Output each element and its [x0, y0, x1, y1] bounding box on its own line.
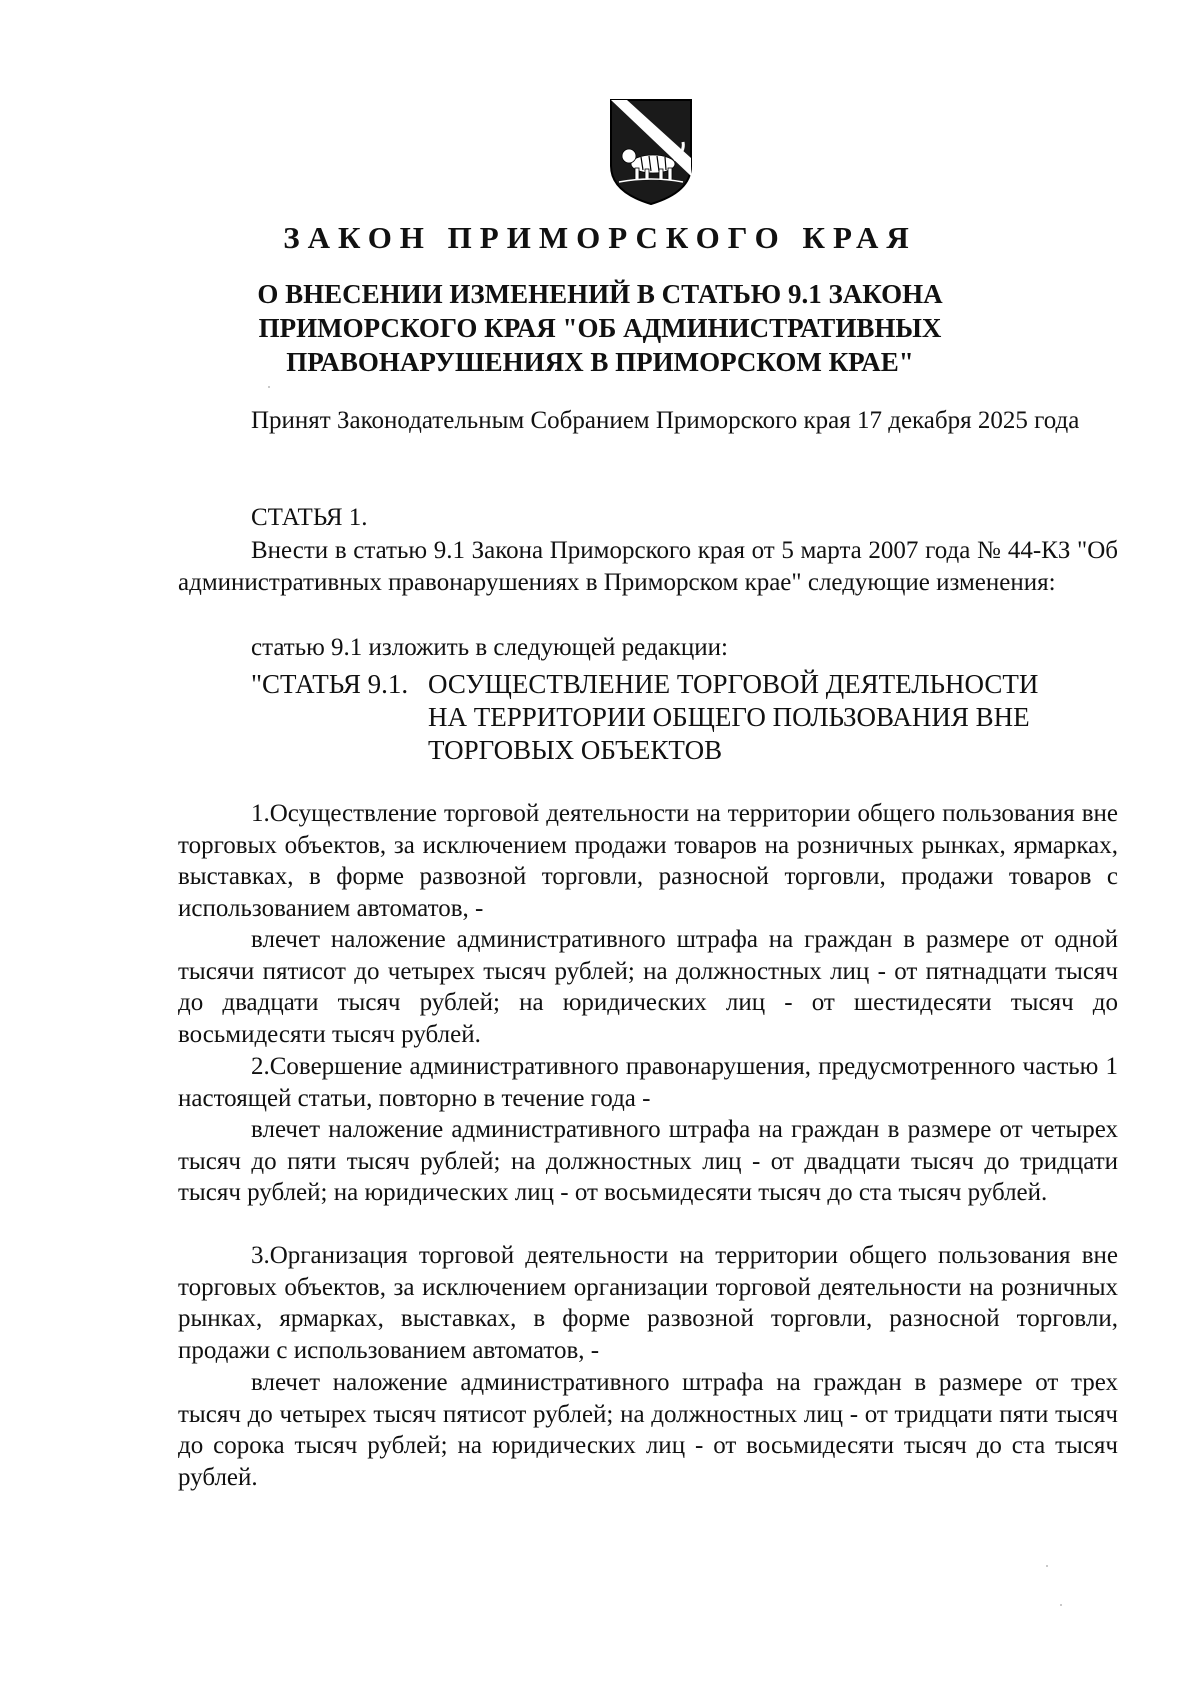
paragraph-1-penalty: влечет наложение административного штрафа на граждан в размере от одной тысячи пятисот до четырех тысяч рублей; на должностных лиц - от пятнадцати тысяч до двадцати тысяч рублей; на юридических лиц - от шестидесяти тысяч до восьмидесяти тысяч рублей.	[178, 926, 1118, 1048]
paragraph-3-penalty: влечет наложение административного штрафа на граждан в размере от трех тысяч до четырех тысяч пятисот рублей; на должностных лиц - от тридцати пяти тысяч до сорока тысяч рублей; на юридических лиц - от восьмидесяти тысяч до ста тысяч рублей.	[178, 1369, 1118, 1491]
scan-speck	[268, 386, 270, 388]
new-article-label: "СТАТЬЯ 9.1.	[251, 669, 409, 699]
law-title: ЗАКОН ПРИМОРСКОГО КРАЯ	[283, 220, 917, 255]
scan-speck	[1046, 1565, 1048, 1567]
paragraph-2-penalty: влечет наложение административного штрафа на граждан в размере от четырех тысяч до пяти тысяч рублей; на должностных лиц - от двадцати тысяч до тридцати тысяч рублей; на юридических лиц - от восьмидесяти тысяч до ста тысяч рублей.	[178, 1116, 1118, 1206]
amendment-intro: статью 9.1 изложить в следующей редакции:	[251, 634, 728, 661]
paragraph-2: 2.Совершение административного правонарушения, предусмотренного частью 1 настоящей статьи, повторно в течение года -	[178, 1053, 1118, 1112]
paragraph-3: 3.Организация торговой деятельности на территории общего пользования вне торговых объектов, за исключением организации торговой деятельности на розничных рынках, ярмарках, выставках, в форме развозной торговли, разносной торговли, продажи с использованием автоматов, -	[178, 1242, 1118, 1364]
adoption-note: Принят Законодательным Собранием Приморского края 17 декабря 2025 года	[251, 407, 1080, 434]
paragraph-1: 1.Осуществление торговой деятельности на территории общего пользования вне торговых объектов, за исключением продажи товаров на розничных рынках, ярмарках, выставках, в форме развозной торговли, разносной торговли, продажи товаров с использованием автоматов, -	[178, 800, 1118, 922]
new-article-title: ОСУЩЕСТВЛЕНИЕ ТОРГОВОЙ ДЕЯТЕЛЬНОСТИ НА ТЕРРИТОРИИ ОБЩЕГО ПОЛЬЗОВАНИЯ ВНЕ ТОРГОВЫХ ОБЪЕКТОВ	[428, 669, 1039, 765]
scan-speck	[1060, 1604, 1062, 1606]
law-subtitle: О ВНЕСЕНИИ ИЗМЕНЕНИЙ В СТАТЬЮ 9.1 ЗАКОНА ПРИМОРСКОГО КРАЯ "ОБ АДМИНИСТРАТИВНЫХ ПРАВОНАРУШЕНИЯХ В ПРИМОРСКОМ КРАЕ"	[257, 279, 943, 377]
coat-of-arms-icon	[605, 96, 697, 208]
article-intro: Внести в статью 9.1 Закона Приморского края от 5 марта 2007 года № 44-КЗ "Об административных правонарушениях в Приморском крае" следующие изменения:	[178, 537, 1118, 596]
article-heading: СТАТЬЯ 1.	[251, 504, 368, 531]
